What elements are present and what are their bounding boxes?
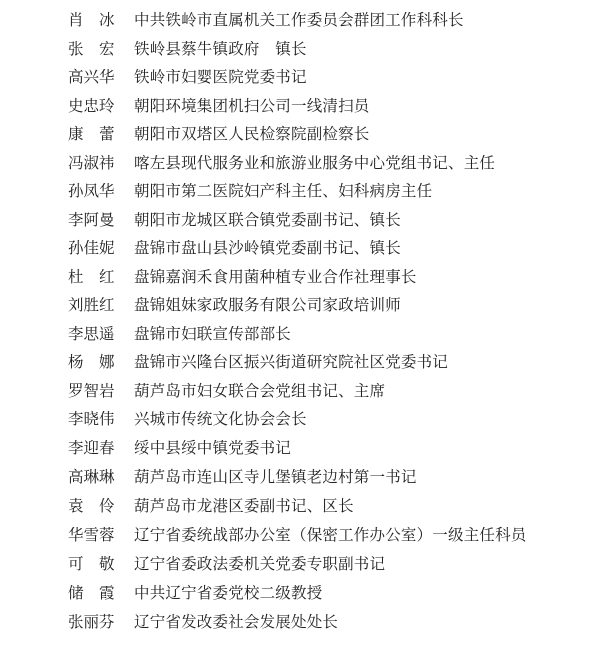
person-name: 李晓伟: [68, 410, 115, 428]
list-item: [0, 120, 600, 148]
person-name: 储 霞: [68, 584, 115, 602]
list-item: [0, 206, 600, 234]
person-title: 中共铁岭市直属机关工作委员会群团工作科科长: [134, 11, 464, 29]
person-title: 辽宁省发改委社会发展处处长: [134, 613, 339, 631]
person-title: 盘锦市妇联宣传部部长: [134, 325, 292, 343]
person-title: 中共辽宁省委党校二级教授: [134, 584, 323, 602]
person-title: 朝阳环境集团机扫公司一线清扫员: [134, 97, 370, 115]
person-name: 肖 冰: [68, 11, 115, 29]
list-item: [0, 348, 600, 376]
person-title: 盘锦市盘山县沙岭镇党委副书记、镇长: [134, 239, 401, 257]
person-title: 朝阳市双塔区人民检察院副检察长: [134, 125, 370, 143]
person-name: 罗智岩: [68, 382, 115, 400]
list-item: [0, 434, 600, 462]
list-item: [0, 149, 600, 177]
person-name: 高琳琳: [68, 468, 115, 486]
list-item: [0, 521, 600, 549]
person-name: 高兴华: [68, 68, 115, 86]
person-title: 葫芦岛市连山区寺儿堡镇老边村第一书记: [134, 468, 417, 486]
person-title: 喀左县现代服务业和旅游业服务中心党组书记、主任: [134, 154, 496, 172]
person-name: 袁 伶: [68, 497, 115, 515]
list-item: [0, 92, 600, 120]
list-item: [0, 377, 600, 405]
person-title: 绥中县绥中镇党委书记: [134, 439, 292, 457]
person-title: 朝阳市龙城区联合镇党委副书记、镇长: [134, 211, 401, 229]
person-title: 辽宁省委政法委机关党委专职副书记: [134, 555, 386, 573]
person-title: 葫芦岛市龙港区委副书记、区长: [134, 497, 354, 515]
person-name: 李思遥: [68, 325, 115, 343]
person-title: 葫芦岛市妇女联合会党组书记、主席: [134, 382, 386, 400]
person-name: 杜 红: [68, 268, 115, 286]
person-title: 辽宁省委统战部办公室（保密工作办公室）一级主任科员: [134, 526, 527, 544]
person-name: 华雪蓉: [68, 526, 115, 544]
person-title: 兴城市传统文化协会会长: [134, 410, 307, 428]
list-item: [0, 177, 600, 205]
person-name: 李阿曼: [68, 211, 115, 229]
list-item: [0, 492, 600, 520]
person-title: 盘锦姐妹家政服务有限公司家政培训师: [134, 296, 401, 314]
list-item: [0, 6, 600, 34]
person-name: 史忠玲: [68, 97, 115, 115]
person-title: 铁岭市妇婴医院党委书记: [134, 68, 307, 86]
list-item: [0, 320, 600, 348]
person-name: 刘胜红: [68, 296, 115, 314]
list-item: [0, 579, 600, 607]
list-item: [0, 405, 600, 433]
list-item: [0, 550, 600, 578]
person-name: 孙佳妮: [68, 239, 115, 257]
list-item: [0, 234, 600, 262]
list-item: [0, 463, 600, 491]
list-item: [0, 35, 600, 63]
list-item: [0, 263, 600, 291]
person-title: 盘锦市兴隆台区振兴街道研究院社区党委书记: [134, 353, 449, 371]
person-name: 杨 娜: [68, 353, 115, 371]
person-title: 铁岭县蔡牛镇政府 镇长: [134, 40, 307, 58]
list-item: [0, 608, 600, 636]
person-name: 康 蕾: [68, 125, 115, 143]
person-name: 冯淑祎: [68, 154, 115, 172]
person-name: 张 宏: [68, 40, 115, 58]
person-name: 可 敬: [68, 555, 115, 573]
person-name: 李迎春: [68, 439, 115, 457]
list-item: [0, 291, 600, 319]
list-item: [0, 63, 600, 91]
person-name: 张丽芬: [68, 613, 115, 631]
person-name: 孙凤华: [68, 182, 115, 200]
person-title: 朝阳市第二医院妇产科主任、妇科病房主任: [134, 182, 433, 200]
person-title: 盘锦嘉润禾食用菌种植专业合作社理事长: [134, 268, 417, 286]
